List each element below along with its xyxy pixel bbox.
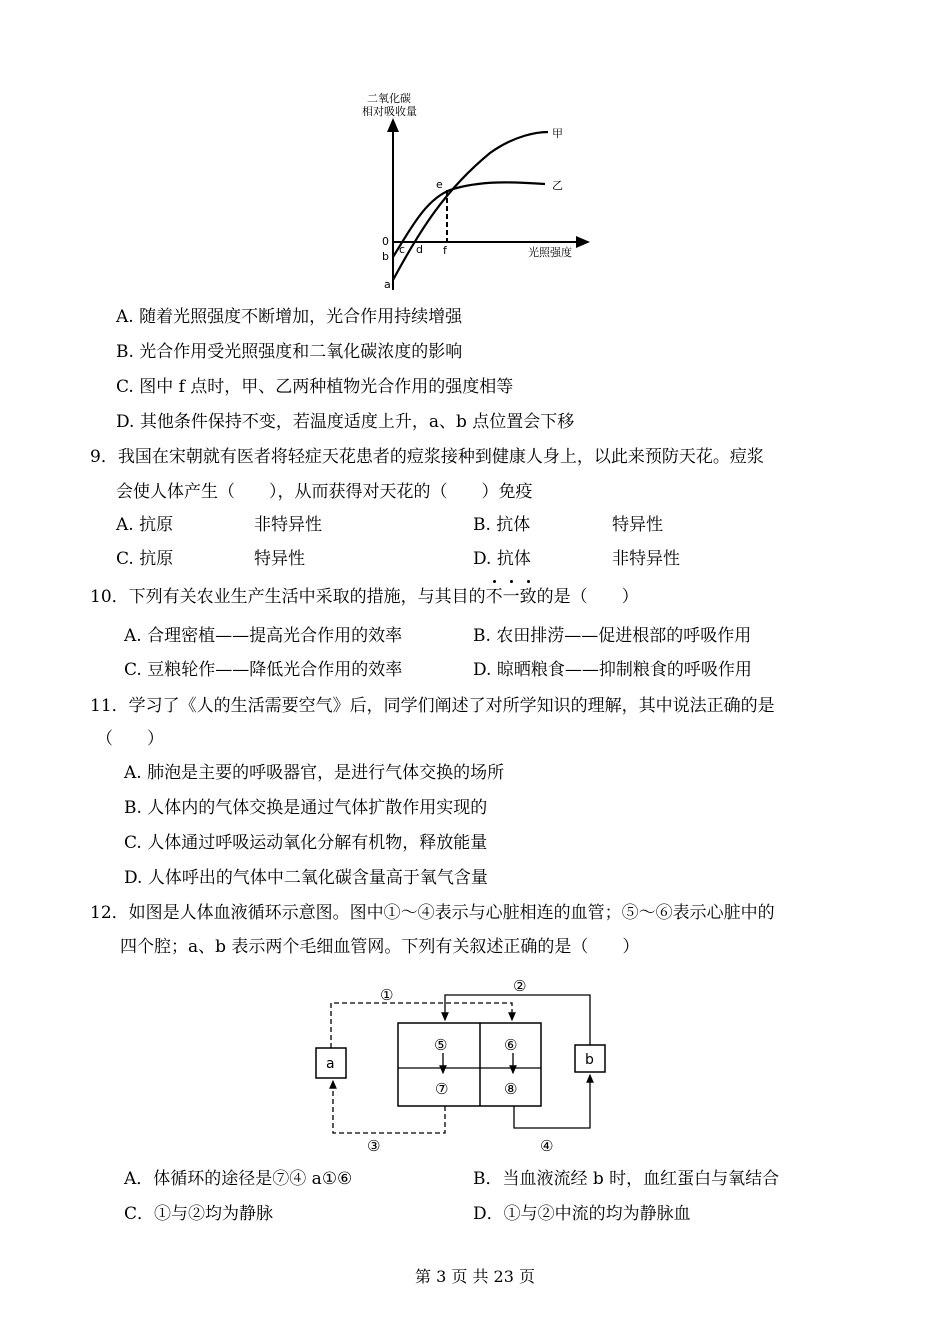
q12-option-c: C．①与②均为静脉	[124, 1204, 274, 1224]
q10-emph-2: 一	[502, 587, 520, 607]
q12-option-b: B．当血液流经 b 时，血红蛋白与氧结合	[473, 1169, 780, 1189]
q10-option-d: D. 晾晒粮食——抑制粮食的呼吸作用	[473, 660, 752, 680]
label-yi: 乙	[552, 179, 563, 192]
vessel-1-label: ①	[380, 986, 394, 1004]
chamber-7-label: ⑦	[435, 1080, 449, 1098]
q10-option-c: C. 豆粮轮作——降低光合作用的效率	[124, 660, 403, 680]
q9-option-b-label: B. 抗体	[473, 515, 531, 535]
q9-option-a-value: 非特异性	[254, 515, 322, 535]
point-b: b	[382, 250, 389, 263]
q12-option-d: D．①与②中流的均为静脉血	[473, 1204, 691, 1224]
co2-light-graph	[0, 0, 950, 300]
q12-stem-line1: 12．如图是人体血液循环示意图。图中①～④表示与心脏相连的血管；⑤～⑥表示心脏中的	[90, 903, 775, 923]
q10-emph-3: 致	[519, 587, 537, 607]
point-zero: 0	[382, 235, 389, 248]
q9-stem-line2: 会使人体产生（ ），从而获得对天花的（ ）免疫	[116, 482, 533, 502]
vessel-3-label: ③	[367, 1137, 381, 1155]
chamber-8-label: ⑧	[504, 1080, 518, 1098]
curve-jia	[393, 132, 548, 280]
point-f: f	[443, 244, 447, 257]
q12-option-a: A．体循环的途径是⑦④ a①⑥	[124, 1169, 353, 1189]
q12-stem-line2: 四个腔；a、b 表示两个毛细血管网。下列有关叙述正确的是（ ）	[120, 937, 640, 957]
x-label: 光照强度	[528, 246, 572, 259]
point-d: d	[416, 243, 423, 256]
q11-option-d: D. 人体呼出的气体中二氧化碳含量高于氧气含量	[124, 868, 488, 888]
vessel-3	[333, 1081, 445, 1133]
q9-stem-line1: 9．我国在宋朝就有医者将轻症天花患者的痘浆接种到健康人身上，以此来预防天花。痘浆	[90, 447, 764, 467]
q10-emph-1: 不	[485, 587, 503, 607]
point-a: a	[384, 278, 391, 291]
vessel-4-label: ④	[540, 1137, 554, 1155]
q11-stem-line1: 11．学习了《人的生活需要空气》后，同学们阐述了对所学知识的理解，其中说法正确的是	[90, 696, 775, 716]
q11-stem-line2: （ ）	[96, 729, 164, 749]
q10-option-a: A. 合理密植——提高光合作用的效率	[124, 626, 403, 646]
q10-option-b: B. 农田排涝——促进根部的呼吸作用	[473, 626, 752, 646]
q9-option-a-label: A. 抗原	[116, 515, 174, 535]
vessel-4	[514, 1075, 590, 1128]
q8-option-d: D. 其他条件保持不变，若温度适度上升，a、b 点位置会下移	[116, 412, 575, 432]
q8-option-a: A. 随着光照强度不断增加，光合作用持续增强	[116, 307, 463, 327]
q9-option-c-value: 特异性	[254, 549, 305, 569]
q10-stem	[90, 586, 639, 608]
capillary-b-label: b	[585, 1052, 594, 1068]
vessel-2-label: ②	[513, 977, 527, 995]
q11-option-a: A. 肺泡是主要的呼吸器官，是进行气体交换的场所	[124, 763, 505, 783]
blood-circulation-diagram	[0, 975, 950, 1175]
label-jia: 甲	[552, 127, 563, 140]
q10-stem-post: 的是（ ）	[536, 587, 639, 607]
q8-option-c: C. 图中 f 点时，甲、乙两种植物光合作用的强度相等	[116, 377, 514, 397]
point-c: c	[399, 243, 406, 256]
q9-option-d-label: D. 抗体	[473, 549, 531, 569]
heart-box	[398, 1023, 541, 1106]
y-label-1: 二氧化碳	[367, 92, 411, 105]
q8-option-b: B. 光合作用受光照强度和二氧化碳浓度的影响	[116, 342, 463, 362]
chamber-6-label: ⑥	[504, 1036, 518, 1054]
q11-option-b: B. 人体内的气体交换是通过气体扩散作用实现的	[124, 798, 488, 818]
q11-option-c: C. 人体通过呼吸运动氧化分解有机物，释放能量	[124, 833, 488, 853]
point-e: e	[436, 178, 443, 191]
page-footer: 第 3 页 共 23 页	[415, 1267, 535, 1286]
chamber-5-label: ⑤	[434, 1036, 448, 1054]
capillary-a-label: a	[326, 1056, 335, 1072]
q9-option-b-value: 特异性	[612, 515, 663, 535]
q10-stem-pre: 10．下列有关农业生产生活中采取的措施，与其目的	[90, 587, 486, 607]
q9-option-c-label: C. 抗原	[116, 549, 174, 569]
vessel-1	[331, 1003, 512, 1048]
q9-option-d-value: 非特异性	[612, 549, 680, 569]
y-label-2: 相对吸收量	[362, 105, 417, 118]
